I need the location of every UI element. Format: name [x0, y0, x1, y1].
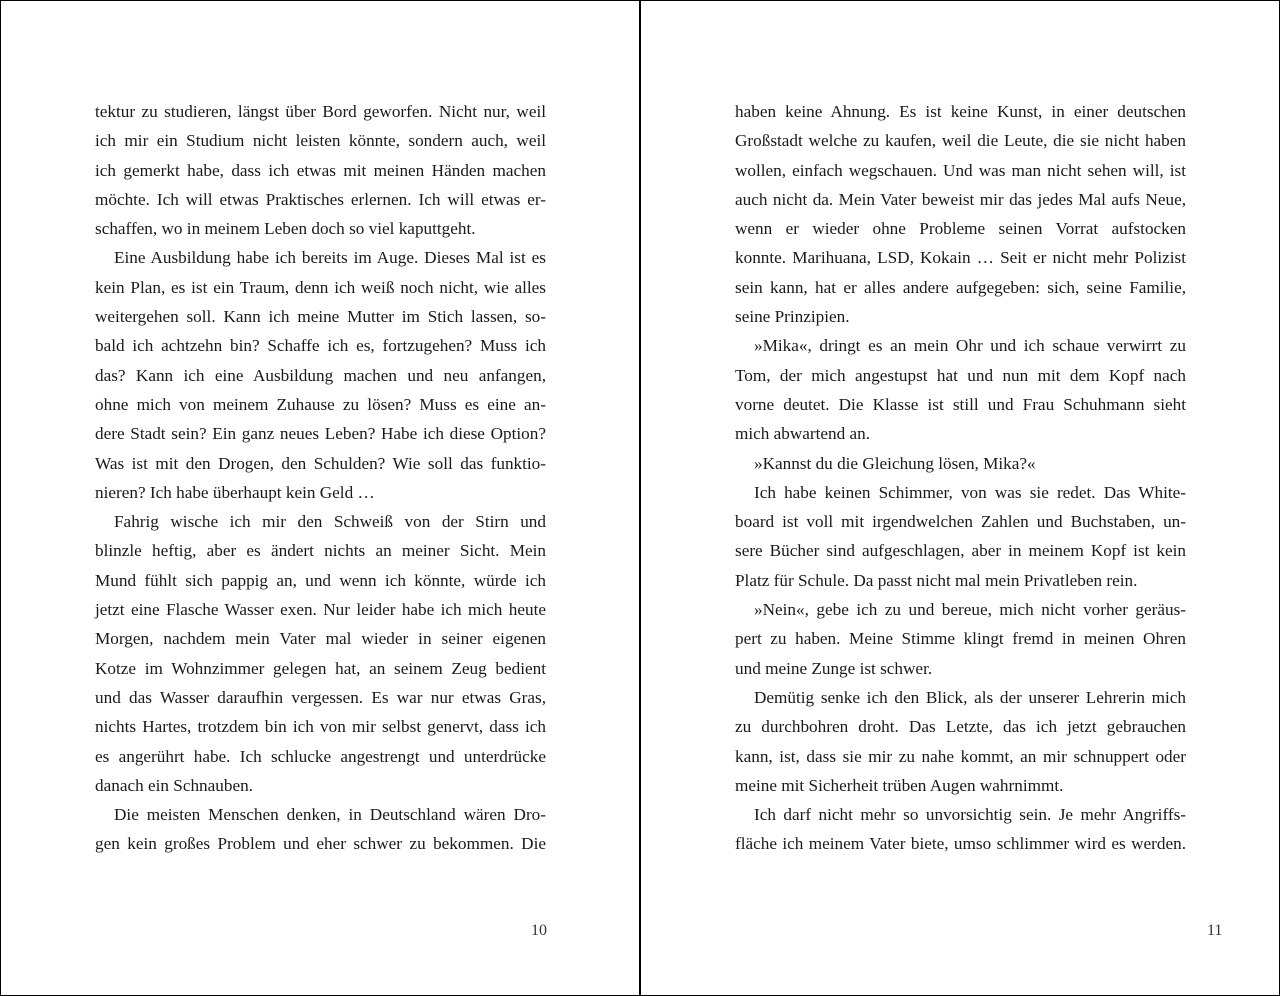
- text-line: pert zu haben. Meine Stimme klingt fremd in meinen Ohren: [735, 629, 1186, 649]
- frame-border-left: [0, 0, 1, 996]
- text-line: kein Plan, es ist ein Traum, denn ich weiß noch nicht, wie alles: [95, 277, 546, 297]
- text-line: und das Wasser daraufhin vergessen. Es war nur etwas Gras,: [95, 687, 546, 707]
- text-line: Die meisten Menschen denken, in Deutschland wären Dro-: [114, 805, 546, 825]
- text-line: kann, ist, dass sie mir zu nahe kommt, an mir schnuppert oder: [735, 746, 1186, 766]
- text-line: Fahrig wische ich mir den Schweiß von der Stirn und: [114, 512, 546, 532]
- text-line: haben keine Ahnung. Es ist keine Kunst, in einer deutschen: [735, 102, 1186, 121]
- text-line: Tom, der mich angestupst hat und nun mit dem Kopf nach: [735, 365, 1186, 385]
- text-line: board ist voll mit irgendwelchen Zahlen und Buchstaben, un-: [735, 512, 1186, 532]
- page-number-right: 11: [1207, 922, 1223, 939]
- text-line: ich gemerkt habe, dass ich etwas mit meinen Händen machen: [95, 160, 546, 180]
- text-line: tektur zu studieren, längst über Bord geworfen. Nicht nur, weil: [95, 102, 546, 121]
- text-line: nieren? Ich habe überhaupt kein Geld …: [95, 482, 375, 502]
- text-line: sein kann, hat er alles andere aufgegeben: sich, seine Familie,: [735, 277, 1186, 297]
- text-line: seine Prinzipien.: [735, 307, 850, 327]
- text-line: schaffen, wo in meinem Leben doch so viel kaputtgeht.: [95, 219, 476, 239]
- text-line: danach ein Schnauben.: [95, 775, 253, 795]
- text-line: Ich habe keinen Schimmer, von was sie redet. Das White-: [754, 482, 1186, 502]
- text-line: bald ich achtzehn bin? Schaffe ich es, fortzugehen? Muss ich: [95, 336, 546, 356]
- text-line: fläche ich meinem Vater biete, umso schlimmer wird es werden.: [735, 834, 1186, 854]
- text-line: gen kein großes Problem und eher schwer zu bekommen. Die: [95, 834, 546, 854]
- text-line: Großstadt welche zu kaufen, weil die Leute, die sie nicht haben: [735, 131, 1186, 151]
- text-line: konnte. Marihuana, LSD, Kokain … Seit er nicht mehr Polizist: [735, 248, 1186, 268]
- text-line: möchte. Ich will etwas Praktisches erlernen. Ich will etwas er-: [95, 189, 546, 209]
- text-line: nichts Hartes, trotzdem bin ich von mir selbst genervt, dass ich: [95, 717, 546, 737]
- text-line: das? Kann ich eine Ausbildung machen und neu anfangen,: [95, 365, 546, 385]
- text-line: vorne deutet. Die Klasse ist still und Frau Schuhmann sieht: [735, 394, 1186, 414]
- text-line: und meine Zunge ist schwer.: [735, 658, 933, 678]
- text-line: ich mir ein Studium nicht leisten könnte, sondern auch, weil: [95, 131, 546, 151]
- text-line: blinzle heftig, aber es ändert nichts an meiner Sicht. Mein: [95, 541, 546, 561]
- text-line: meine mit Sicherheit trüben Augen wahrnimmt.: [735, 775, 1064, 795]
- text-line: jetzt eine Flasche Wasser exen. Nur leider habe ich mich heute: [95, 600, 546, 620]
- text-line: Eine Ausbildung habe ich bereits im Auge. Dieses Mal ist es: [114, 248, 546, 268]
- page-number-left: 10: [531, 922, 547, 939]
- text-line: Mund fühlt sich pappig an, und wenn ich könnte, würde ich: [95, 570, 546, 590]
- left-page-text: [95, 97, 546, 859]
- text-line: dere Stadt sein? Ein ganz neues Leben? Habe ich diese Option?: [95, 424, 546, 444]
- text-line: Was ist mit den Drogen, den Schulden? Wie soll das funktio-: [95, 453, 546, 473]
- text-line: mich abwartend an.: [735, 424, 871, 444]
- text-line: ohne mich von meinem Zuhause zu lösen? Muss es eine an-: [95, 394, 546, 414]
- text-line: Ich darf nicht mehr so unvorsichtig sein. Je mehr Angriffs-: [754, 805, 1186, 825]
- text-line: Platz für Schule. Da passt nicht mal mein Privatleben rein.: [735, 570, 1138, 590]
- text-line: weitergehen soll. Kann ich meine Mutter im Stich lassen, so-: [95, 307, 546, 327]
- text-line: zu durchbohren droht. Das Letzte, das ich jetzt gebrauchen: [735, 717, 1186, 737]
- text-line: »Kannst du die Gleichung lösen, Mika?«: [754, 453, 1036, 473]
- page-gutter-divider: [639, 0, 641, 996]
- text-line: wollen, einfach wegschauen. Und was man nicht sehen will, ist: [735, 160, 1186, 180]
- text-line: auch nicht da. Mein Vater beweist mir das jedes Mal aufs Neue,: [735, 189, 1186, 209]
- right-page-text: [735, 97, 1186, 859]
- text-line: sere Bücher sind aufgeschlagen, aber in meinem Kopf ist kein: [735, 541, 1186, 561]
- text-line: Demütig senke ich den Blick, als der unserer Lehrerin mich: [754, 687, 1186, 707]
- text-line: es angerührt habe. Ich schlucke angestrengt und unterdrücke: [95, 746, 546, 766]
- text-line: Morgen, nachdem mein Vater mal wieder in seiner eigenen: [95, 629, 546, 649]
- text-line: wenn er wieder ohne Probleme seinen Vorrat aufstocken: [735, 219, 1186, 239]
- text-line: »Mika«, dringt es an mein Ohr und ich schaue verwirrt zu: [754, 336, 1186, 356]
- text-line: Kotze im Wohnzimmer gelegen hat, an seinem Zeug bedient: [95, 658, 546, 678]
- text-line: »Nein«, gebe ich zu und bereue, mich nicht vorher geräus-: [754, 600, 1186, 620]
